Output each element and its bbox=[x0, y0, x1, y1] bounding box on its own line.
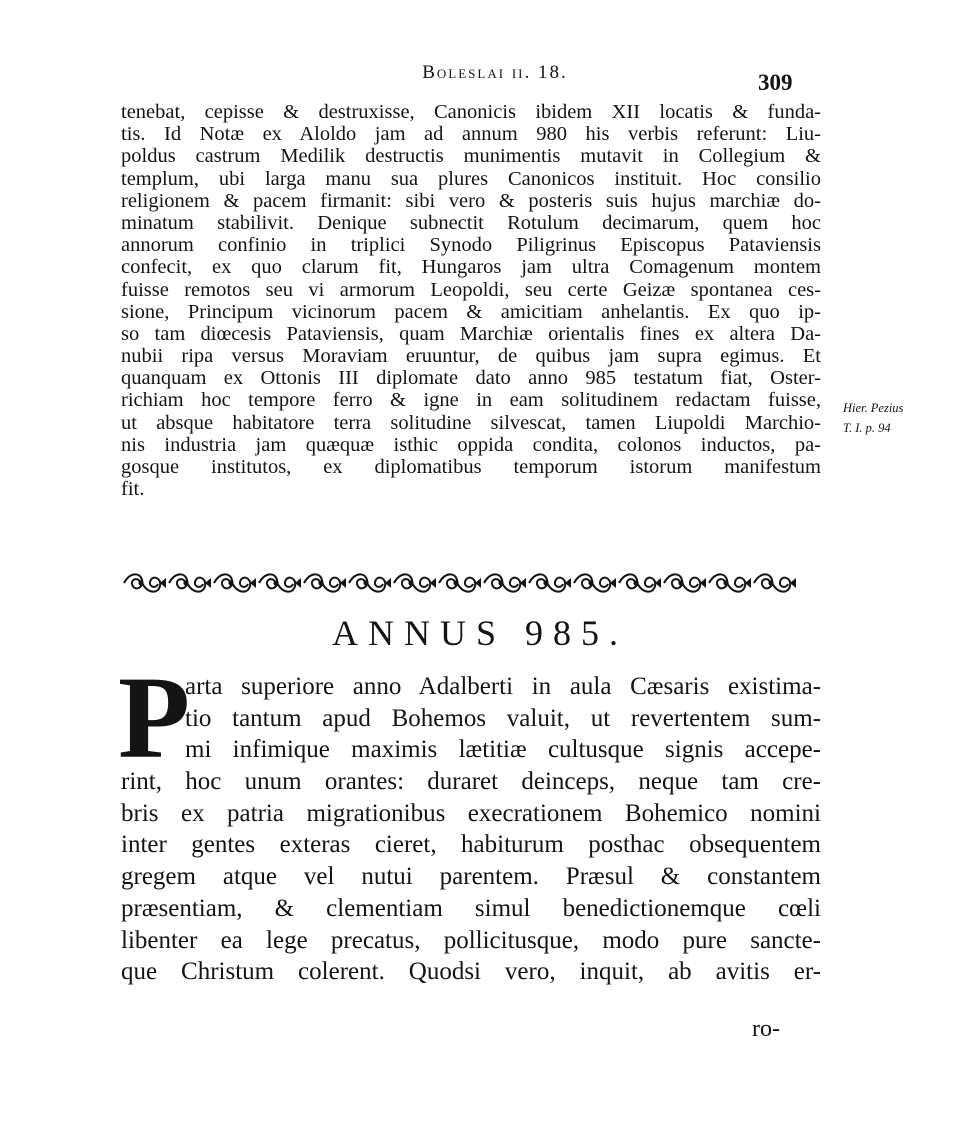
text-line: præsentiam, & clementiam simul benedictionemque cœli bbox=[121, 894, 821, 922]
running-head: Boleslai ii. 18. bbox=[422, 62, 568, 83]
page-number: 309 bbox=[758, 70, 793, 95]
text-line: nubii ripa versus Moraviam eruuntur, de quibus jam supra egimus. Et bbox=[121, 345, 821, 368]
text-line: tio tantum apud Bohemos valuit, ut revertentem sum- bbox=[185, 704, 821, 732]
drop-cap-initial: P bbox=[118, 652, 191, 783]
text-line: mi infimique maximis lætitiæ cultusque signis accepe- bbox=[185, 736, 821, 764]
margin-note-line: Hier. Pezius bbox=[843, 401, 904, 415]
text-line: poldus castrum Medilik destructis munimentis mutavit in Collegium & bbox=[121, 145, 821, 168]
text-line: nis industria jam quæquæ isthic oppida condita, colonos inductos, pa- bbox=[121, 433, 821, 456]
text-line: bris ex patria migrationibus execrationem Bohemico nomini bbox=[121, 799, 821, 827]
text-line: inter gentes exteras cieret, habiturum posthac obsequentem bbox=[121, 831, 821, 859]
text-line: arta superiore anno Adalberti in aula Cæsaris existima- bbox=[185, 673, 821, 700]
margin-note bbox=[843, 398, 943, 438]
text-line: gosque institutos, ex diplomatibus temporum istorum manifestum bbox=[121, 456, 821, 478]
text-line: annorum confinio in triplici Synodo Piligrinus Episcopus Pataviensis bbox=[121, 234, 821, 257]
text-line: confecit, ex quo clarum fit, Hungaros jam ultra Comagenum montem bbox=[121, 256, 821, 279]
text-line: libenter ea lege precatus, pollicitusque, modo pure sancte- bbox=[121, 926, 821, 954]
text-line: tis. Id Notæ ex Aloldo jam ad annum 980 his verbis referunt: Liu- bbox=[121, 123, 821, 146]
catchword: ro- bbox=[752, 1016, 780, 1042]
text-line: gregem atque vel nutui parentem. Præsul & constantem bbox=[121, 863, 821, 891]
text-line: quanquam ex Ottonis III diplomate dato anno 985 testatum fiat, Oster- bbox=[121, 367, 821, 390]
text-line: so tam diœcesis Pataviensis, quam Marchiæ orientalis fines ex altera Da- bbox=[121, 322, 821, 345]
margin-note-line: T. I. p. 94 bbox=[843, 421, 891, 435]
section-heading: ANNUS 985. bbox=[331, 613, 628, 653]
text-line: ut absque habitatore terra solitudine silvescat, tamen Liupoldi Marchio- bbox=[121, 411, 821, 434]
text-line: tenebat, cepisse & destruxisse, Canonicis ibidem XII locatis & funda- bbox=[121, 101, 821, 123]
ornament-band bbox=[122, 570, 806, 596]
main-text-block bbox=[121, 671, 821, 988]
text-line: que Christum colerent. Quodsi vero, inquit, ab avitis er- bbox=[121, 958, 821, 986]
text-line: minatum stabilivit. Denique subnectit Rotulum decimarum, quem hoc bbox=[121, 211, 821, 234]
text-line: fuisse remotos seu vi armorum Leopoldi, seu certe Geizæ spontanea ces- bbox=[121, 278, 821, 301]
text-line: templum, ubi larga manu sua plures Canonicos instituit. Hoc consilio bbox=[121, 167, 821, 190]
text-line: richiam hoc tempore ferro & igne in eam solitudinem redactam fuisse, bbox=[121, 389, 821, 412]
text-line: religionem & pacem firmanit: sibi vero & posteris suis hujus marchiæ do- bbox=[121, 189, 821, 212]
upper-text-block bbox=[121, 101, 821, 500]
text-line: rint, hoc unum orantes: duraret deinceps, neque tam cre- bbox=[121, 768, 821, 796]
text-line: fit. bbox=[121, 478, 145, 501]
text-line: sione, Principum vicinorum pacem & amicitiam anhelantis. Ex quo ip- bbox=[121, 300, 821, 323]
ornament-scroll-graphic bbox=[122, 570, 806, 596]
